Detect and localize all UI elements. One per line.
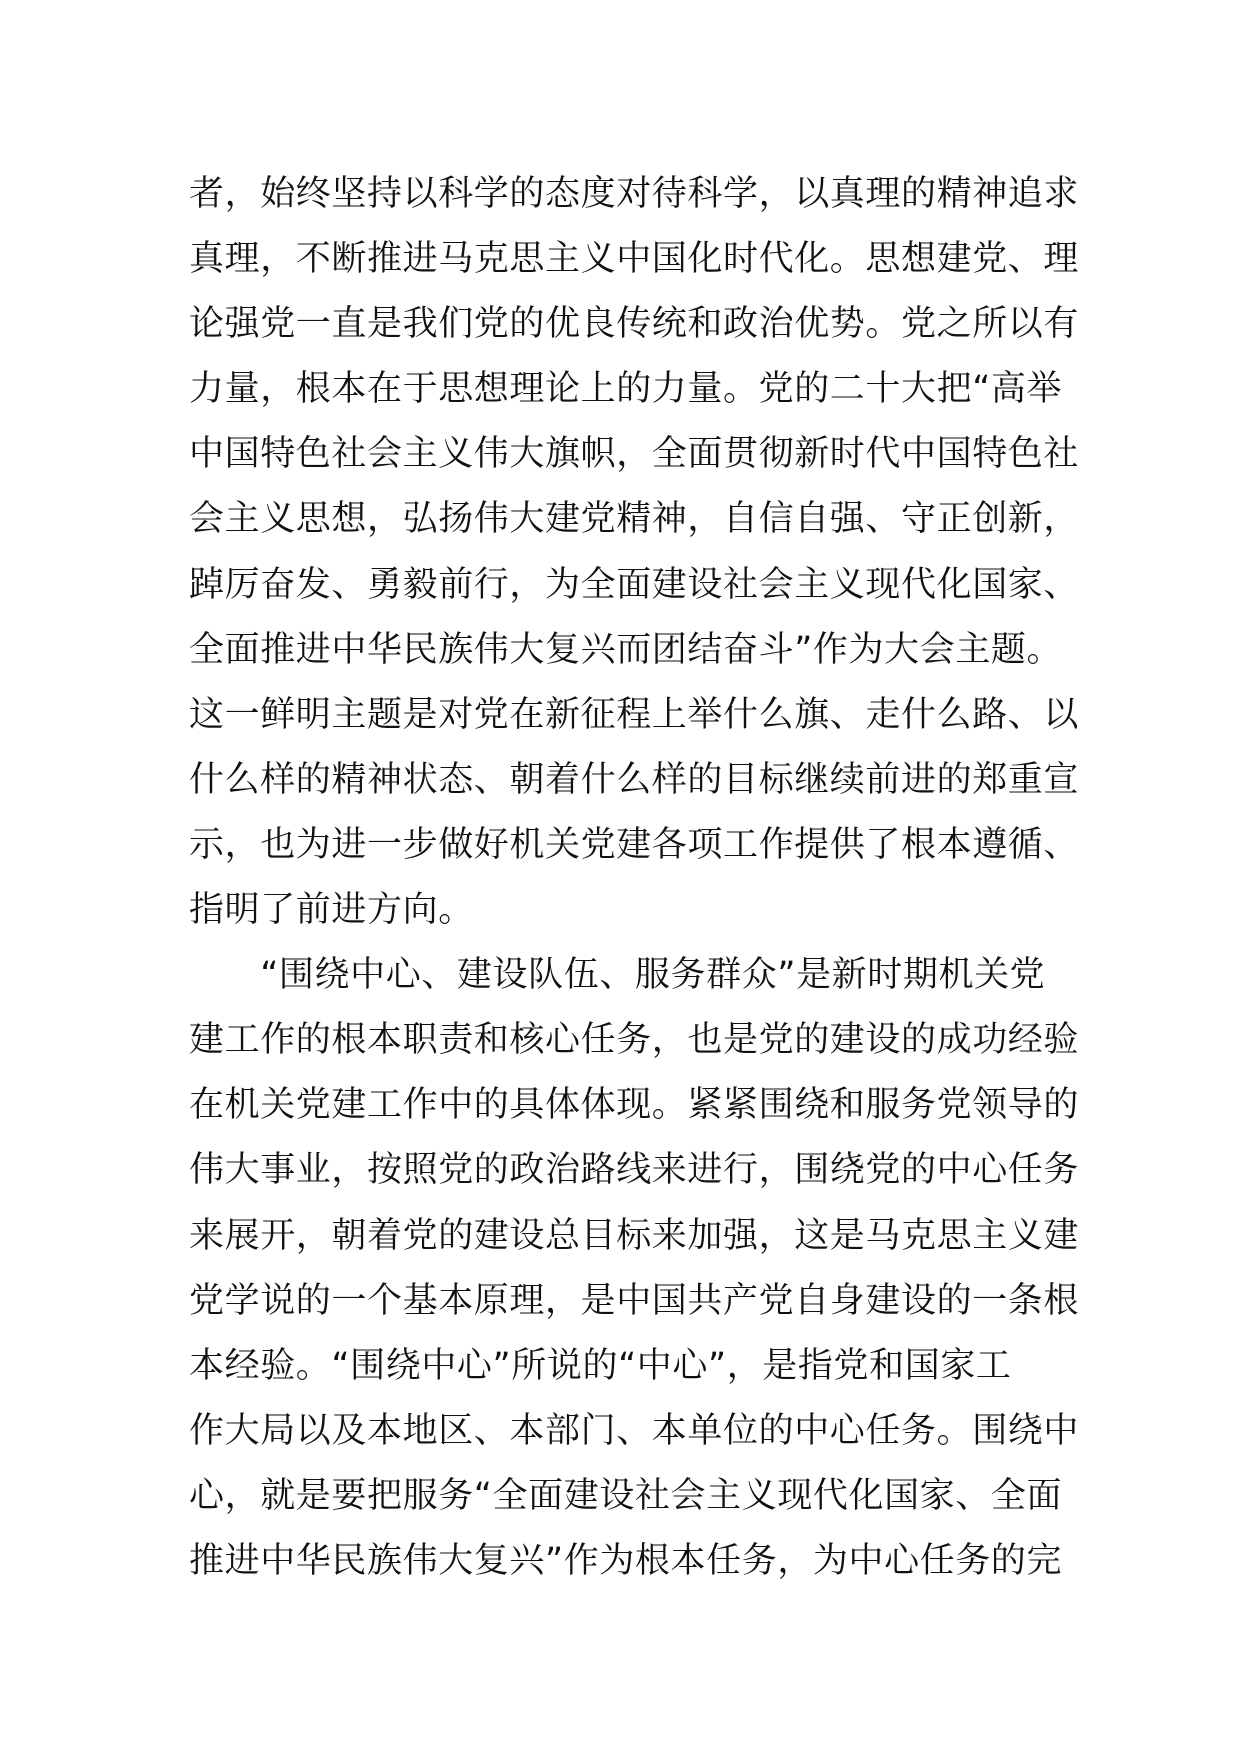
text-line: 这一鲜明主题是对党在新征程上举什么旗、走什么路、以 xyxy=(189,694,1080,735)
text-line: 真理，不断推进马克思主义中国化时代化。思想建党、理 xyxy=(189,239,1080,280)
text-line: 中国特色社会主义伟大旗帜，全面贯彻新时代中国特色社 xyxy=(189,434,1080,475)
text-line: 全面推进中华民族伟大复兴而团结奋斗”作为大会主题。 xyxy=(189,629,1063,670)
text-line: 建工作的根本职责和核心任务，也是党的建设的成功经验 xyxy=(189,1020,1080,1061)
text-line: 作大局以及本地区、本部门、本单位的中心任务。围绕中 xyxy=(189,1410,1080,1451)
text-line: 力量，根本在于思想理论上的力量。党的二十大把“高举 xyxy=(189,369,1063,410)
text-line: 论强党一直是我们党的优良传统和政治优势。党之所以有 xyxy=(189,304,1080,345)
body-text xyxy=(189,162,1080,1594)
text-line: 本经验。“围绕中心”所说的“中心”，是指党和国家工 xyxy=(189,1345,1012,1386)
text-line: 推进中华民族伟大复兴”作为根本任务，为中心任务的完 xyxy=(189,1540,1063,1581)
text-line: 伟大事业，按照党的政治路线来进行，围绕党的中心任务 xyxy=(189,1150,1080,1191)
text-line: 示，也为进一步做好机关党建各项工作提供了根本遵循、 xyxy=(189,824,1080,865)
text-line: 来展开，朝着党的建设总目标来加强，这是马克思主义建 xyxy=(189,1215,1080,1256)
text-line: “围绕中心、建设队伍、服务群众”是新时期机关党 xyxy=(189,955,1046,996)
text-line: 指明了前进方向。 xyxy=(189,890,474,931)
text-line: 者，始终坚持以科学的态度对待科学，以真理的精神追求 xyxy=(189,174,1080,214)
text-line: 心，就是要把服务“全面建设社会主义现代化国家、全面 xyxy=(189,1475,1063,1516)
text-line: 什么样的精神状态、朝着什么样的目标继续前进的郑重宣 xyxy=(189,759,1080,800)
text-line: 党学说的一个基本原理，是中国共产党自身建设的一条根 xyxy=(189,1280,1080,1321)
text-line: 会主义思想，弘扬伟大建党精神，自信自强、守正创新， xyxy=(189,499,1080,540)
text-line: 踔厉奋发、勇毅前行，为全面建设社会主义现代化国家、 xyxy=(189,564,1080,605)
text-line: 在机关党建工作中的具体体现。紧紧围绕和服务党领导的 xyxy=(189,1085,1080,1126)
